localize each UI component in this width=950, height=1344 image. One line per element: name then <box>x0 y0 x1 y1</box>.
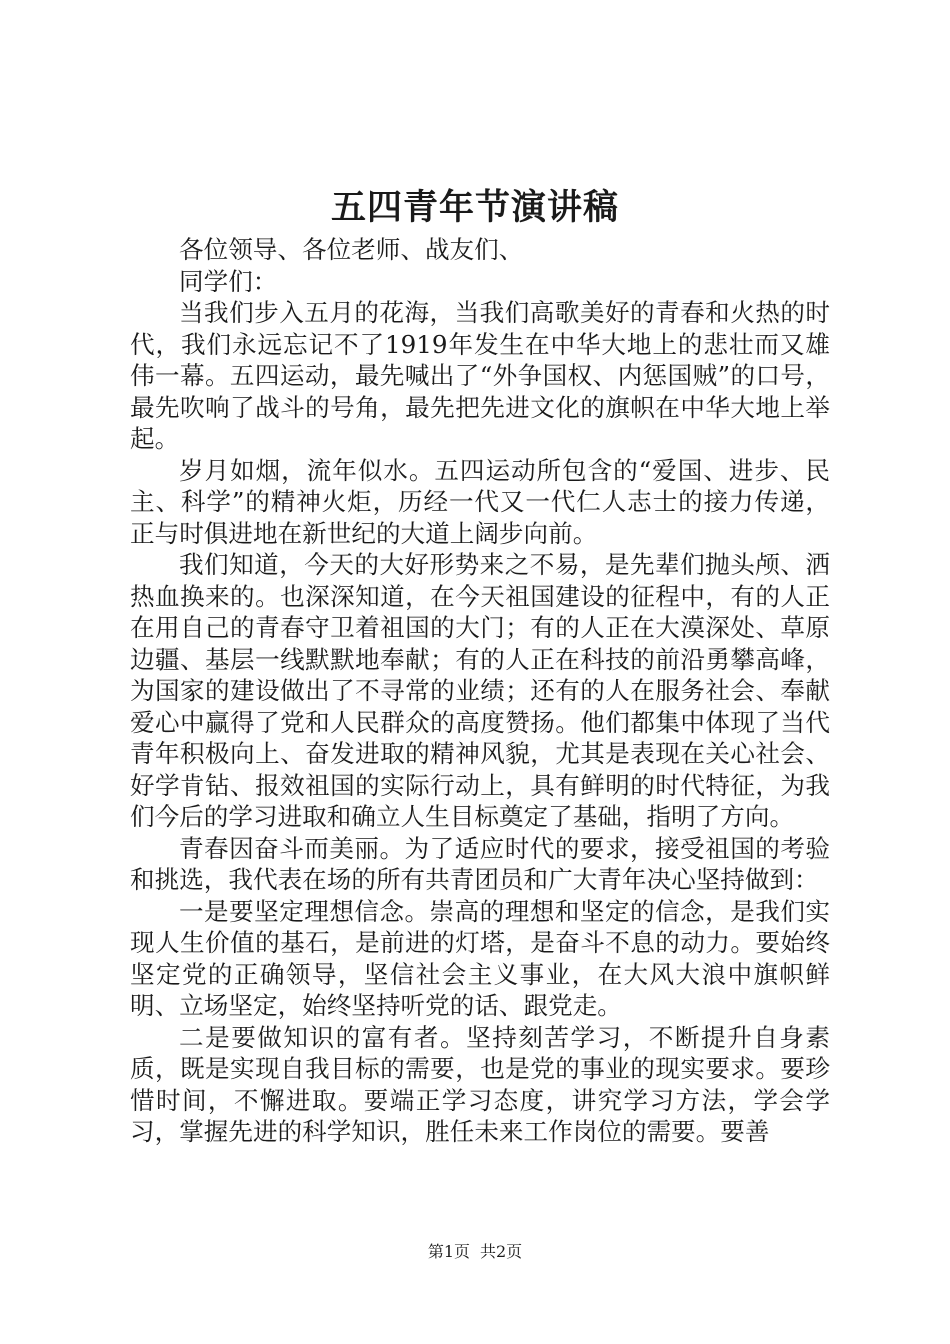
document-body <box>130 234 830 1148</box>
paragraph-6: 二是要做知识的富有者。坚持刻苦学习，不断提升自身素质，既是实现自我目标的需要，也是党的事业的现实要求。要珍惜时间，不懈进取。要端正学习态度，讲究学习方法，学会学习，掌握先进的科学知识，胜任未来工作岗位的需要。要善 <box>130 1022 830 1146</box>
page-total: 共2页 <box>480 1242 523 1261</box>
paragraph-3: 我们知道，今天的大好形势来之不易，是先辈们抛头颅、洒热血换来的。也深深知道，在今天祖国建设的征程中，有的人正在用自己的青春守卫着祖国的大门；有的人正在大漠深处、草原边疆、基层一线默默地奉献；有的人正在科技的前沿勇攀高峰，为国家的建设做出了不寻常的业绩；还有的人在服务社会、奉献爱心中赢得了党和人民群众的高度赞扬。他们都集中体现了当代青年积极向上、奋发进取的精神风貌，尤其是表现在关心社会、好学肯钻、报效祖国的实际行动上，具有鲜明的时代特征，为我们今后的学习进取和确立人生目标奠定了基础，指明了方向。 <box>130 550 830 831</box>
salutation-line-2: 同学们： <box>179 266 278 296</box>
salutation-line-1: 各位领导、各位老师、战友们、 <box>179 235 524 264</box>
page-number: 第1页 <box>427 1242 470 1261</box>
paragraph-1: 当我们步入五月的花海，当我们高歌美好的青春和火热的时代，我们永远忘记不了1919年发生在中华大地上的悲壮而又雄伟一幕。五四运动，最先喊出了“外争国权、内惩国贼”的口号，最先吹响了战斗的号角，最先把先进文化的旗帜在中华大地上举起。 <box>130 298 830 453</box>
paragraph-4: 青春因奋斗而美丽。为了适应时代的要求，接受祖国的考验和挑选，我代表在场的所有共青团员和广大青年决心坚持做到： <box>130 833 830 894</box>
page-footer <box>0 1241 950 1263</box>
paragraph-2: 岁月如烟，流年似水。五四运动所包含的“爱国、进步、民主、科学”的精神火炬，历经一代又一代仁人志士的接力传递，正与时俱进地在新世纪的大道上阔步向前。 <box>130 455 830 548</box>
document-title: 五四青年节演讲稿 <box>330 187 619 228</box>
paragraph-5: 一是要坚定理想信念。崇高的理想和坚定的信念，是我们实现人生价值的基石，是前进的灯塔，是奋斗不息的动力。要始终坚定党的正确领导，坚信社会主义事业，在大风大浪中旗帜鲜明、立场坚定，始终坚持听党的话、跟党走。 <box>130 896 830 1020</box>
